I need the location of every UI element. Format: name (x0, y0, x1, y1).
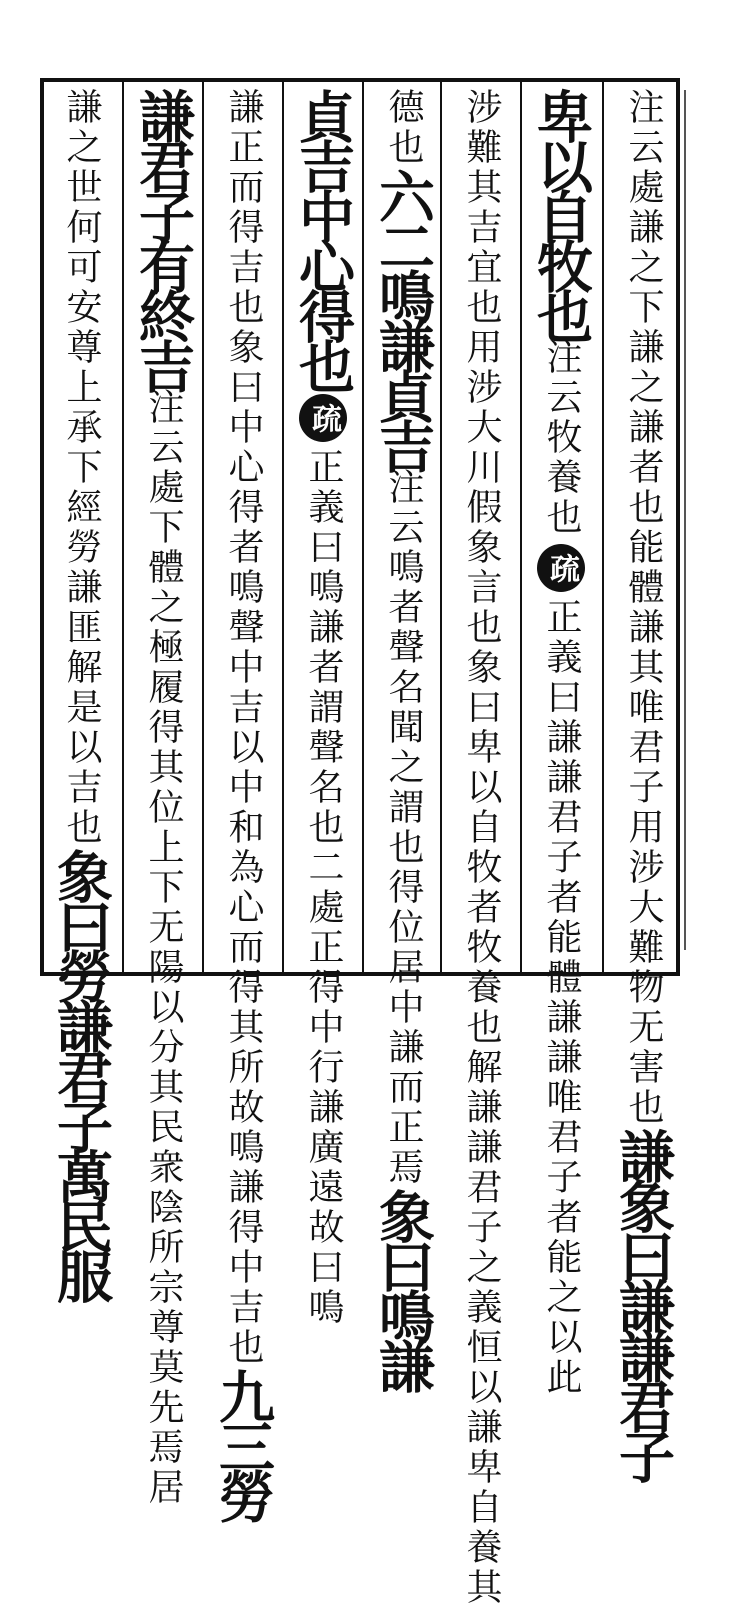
commentary-text: 牧者牧養也解謙謙君子之義恒以謙卑自養其 (461, 848, 502, 1608)
main-text: 象曰勞謙君子萬民服 (48, 848, 114, 1298)
text-column (206, 88, 280, 1518)
column-rule (520, 82, 522, 972)
main-text: 貞吉中心得也 (290, 88, 356, 388)
text-column (286, 88, 360, 1328)
text-line (461, 88, 502, 1608)
commentary-text: 謙正而得吉也象曰中心得者鳴聲中吉 (223, 88, 264, 728)
commentary-text: 德 (383, 88, 424, 128)
text-line (528, 88, 594, 1398)
column-rule (362, 82, 364, 972)
commentary-text: 注云鳴者聲名聞之謂 (383, 468, 424, 828)
commentary-text: 注云牧 (541, 338, 582, 458)
text-column (524, 88, 598, 1398)
text-line (210, 88, 276, 1518)
main-text: 謙 (610, 1128, 676, 1178)
main-text: 六二鳴謙貞吉 (370, 168, 436, 468)
commentary-text: 謙其唯君子用涉大難物无害也 (623, 608, 664, 1128)
commentary-text: 注云處下體之極履得其位上下无 (143, 388, 184, 948)
commentary-text: 也得位居中謙而正焉 (383, 828, 424, 1188)
text-line (48, 88, 114, 1298)
text-line (370, 88, 436, 1388)
text-line (130, 88, 196, 1508)
commentary-text: 正義曰鳴謙者謂聲名也二 (303, 448, 344, 888)
column-rule (602, 82, 604, 972)
column-rule (202, 82, 204, 972)
main-text: 卑以自牧也 (528, 88, 594, 338)
column-rule (282, 82, 284, 972)
commentary-text: 涉難其吉宜也用涉大川假象言也象曰卑以自 (461, 88, 502, 848)
commentary-text: 正義曰謙謙君子者能體 (541, 598, 582, 998)
text-column (444, 88, 518, 1608)
shu-seal-mark: 疏 (299, 394, 347, 442)
commentary-text: 陽以分其民衆陰所宗尊莫先焉居 (143, 948, 184, 1508)
text-column (366, 88, 440, 1388)
shu-seal-mark: 疏 (537, 544, 585, 592)
commentary-text: 處正得中行謙廣遠故曰鳴 (303, 888, 344, 1328)
text-column (126, 88, 200, 1508)
text-line (610, 88, 676, 1478)
text-line (290, 88, 356, 1328)
commentary-text: 謙之世何可安尊上承下 (61, 88, 102, 488)
main-text: 謙君子有終吉 (130, 88, 196, 388)
main-text: 九三勞 (210, 1368, 276, 1518)
commentary-text: 謙謙唯君子者能之以此 (541, 998, 582, 1398)
commentary-text: 養也 (541, 458, 582, 538)
commentary-text: 經勞謙匪解是以吉也 (61, 488, 102, 848)
main-text: 象曰鳴謙 (370, 1188, 436, 1388)
text-column (606, 88, 680, 1478)
main-text: 象曰謙謙君子 (610, 1178, 676, 1478)
commentary-text: 也 (383, 128, 424, 168)
column-rule (440, 82, 442, 972)
commentary-text: 注云處謙之下謙之謙者也能體 (623, 88, 664, 608)
text-column (44, 88, 118, 1298)
page-edge (684, 90, 696, 950)
commentary-text: 以中和為心而得其所故鳴謙得中吉也 (223, 728, 264, 1368)
column-rule (122, 82, 124, 972)
